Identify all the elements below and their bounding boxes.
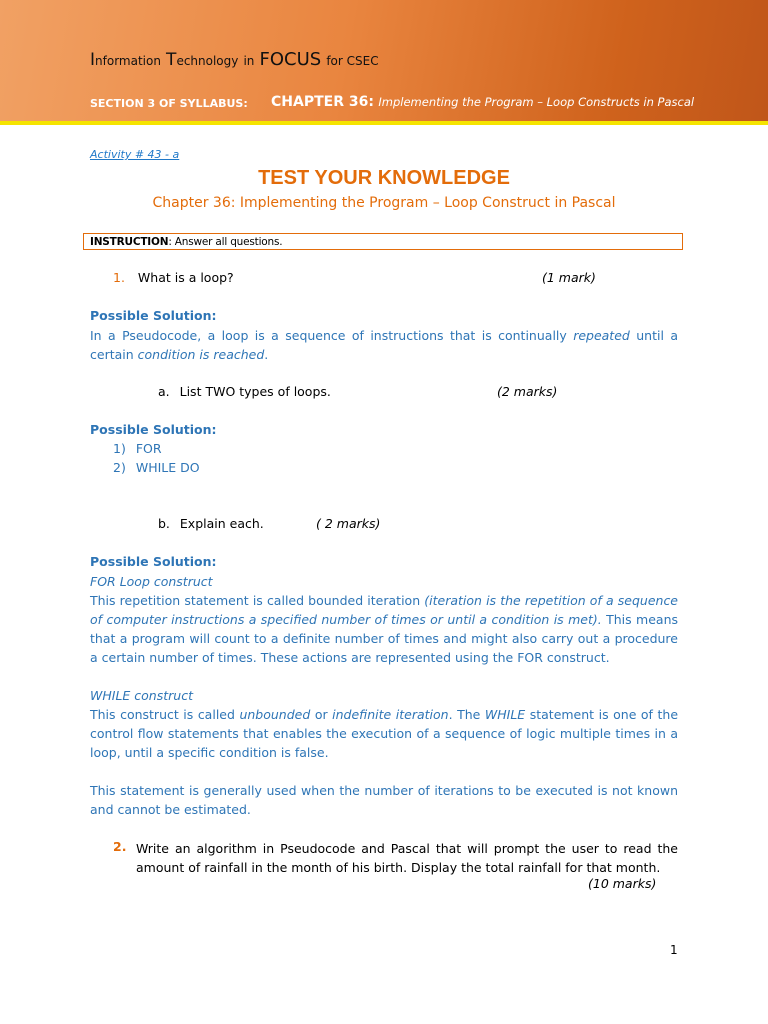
solution-2-item-1 (113, 441, 162, 456)
while-part-7: statement is one of the control flow statements that enables the execution of a sequence of logic multiple times in a loop, until a specific condition is false. (90, 707, 679, 760)
while-general-note: This statement is generally used when the number of iterations to be executed is not known and cannot be estimated. (90, 783, 678, 817)
title-initial-i: I (90, 50, 96, 70)
while-keyword: WHILE (484, 707, 526, 722)
solution-label-1: Possible Solution: (90, 308, 217, 323)
page-number: 1 (670, 943, 678, 957)
solution-1-repeated: repeated (573, 328, 630, 343)
instruction-text: : Answer all questions. (168, 236, 283, 248)
solution-2-item-2 (113, 460, 200, 475)
header-chapter-label: CHAPTER 36: (271, 94, 374, 110)
title-nformation: nformation (95, 54, 161, 68)
while-heading (90, 686, 678, 705)
solution-label-3: Possible Solution: (90, 554, 217, 569)
question-1b-letter: b. (158, 516, 170, 531)
for-explanation-definition: (iteration is the repetition of a sequence of computer instructions a specified number of times or until a condition is met). (90, 593, 679, 627)
for-heading-text: FOR Loop construct (90, 574, 213, 589)
title-echnology: echnology (176, 54, 239, 68)
solution-2-item-1-text: FOR (135, 441, 162, 456)
while-part-5: . The (448, 707, 485, 722)
instruction-label: INSTRUCTION (90, 236, 169, 248)
section-label: SECTION 3 OF SYLLABUS: (90, 97, 248, 110)
book-title (90, 49, 379, 70)
while-unbounded: unbounded (239, 707, 311, 722)
question-1-number: 1. (113, 270, 125, 285)
title-focus: FOCUS (259, 49, 322, 70)
solution-1-condition: condition is reached (137, 347, 265, 362)
solution-1-period: . (264, 347, 269, 362)
question-1b-marks: ( 2 marks) (316, 516, 381, 531)
solution-1-part-3: until a certain (90, 328, 678, 362)
question-1a-text: List TWO types of loops. (179, 384, 331, 399)
solution-1-part-1: In a Pseudocode, a loop is a sequence of instructions that is continually (90, 328, 574, 343)
solution-2-item-2-text: WHILE DO (135, 460, 200, 475)
header-chapter (271, 94, 694, 110)
question-1a (158, 384, 331, 399)
question-2-number: 2. (113, 839, 127, 854)
while-part-3: or (310, 707, 333, 722)
question-1-text: What is a loop? (137, 270, 234, 285)
for-explanation-part-1: This repetition statement is called bounded iteration (90, 593, 425, 608)
while-explanation (90, 705, 678, 762)
for-heading (90, 572, 678, 591)
while-indefinite: indefinite iteration (332, 707, 449, 722)
chapter-subtitle: Chapter 36: Implementing the Program – Loop Construct in Pascal (152, 195, 616, 211)
page-header (0, 0, 768, 125)
solution-1-text (90, 326, 678, 364)
while-part-1: This construct is called (90, 707, 240, 722)
for-explanation-part-3: This means that a program will count to a definite number of times and might also carry out a procedure a certain number of times. These actions are represented using the FOR construct. (90, 612, 679, 665)
title-for-csec: for CSEC (326, 54, 379, 68)
title-initial-t: T (166, 50, 177, 70)
for-explanation (90, 591, 678, 667)
question-2-marks: (10 marks) (588, 876, 657, 891)
solution-label-2: Possible Solution: (90, 422, 217, 437)
title-in: in (243, 54, 255, 68)
page-title: TEST YOUR KNOWLEDGE (258, 167, 510, 189)
question-2-text: Write an algorithm in Pseudocode and Pascal that will prompt the user to read the amount of rainfall in the month of his birth. Display the total rainfall for that month. (136, 841, 678, 875)
header-chapter-subtitle: Implementing the Program – Loop Constructs in Pascal (378, 95, 695, 109)
activity-link[interactable]: Activity # 43 - a (90, 148, 180, 161)
question-1b (158, 516, 264, 531)
instruction-box (83, 233, 683, 250)
question-1-marks: (1 mark) (542, 270, 596, 285)
solution-2-item-1-number: 1) (113, 441, 126, 456)
question-1b-text: Explain each. (179, 516, 264, 531)
question-1a-letter: a. (158, 384, 170, 399)
question-1a-marks: (2 marks) (497, 384, 558, 399)
solution-2-item-2-number: 2) (113, 460, 126, 475)
question-1 (113, 270, 234, 285)
while-heading-text: WHILE construct (90, 688, 193, 703)
